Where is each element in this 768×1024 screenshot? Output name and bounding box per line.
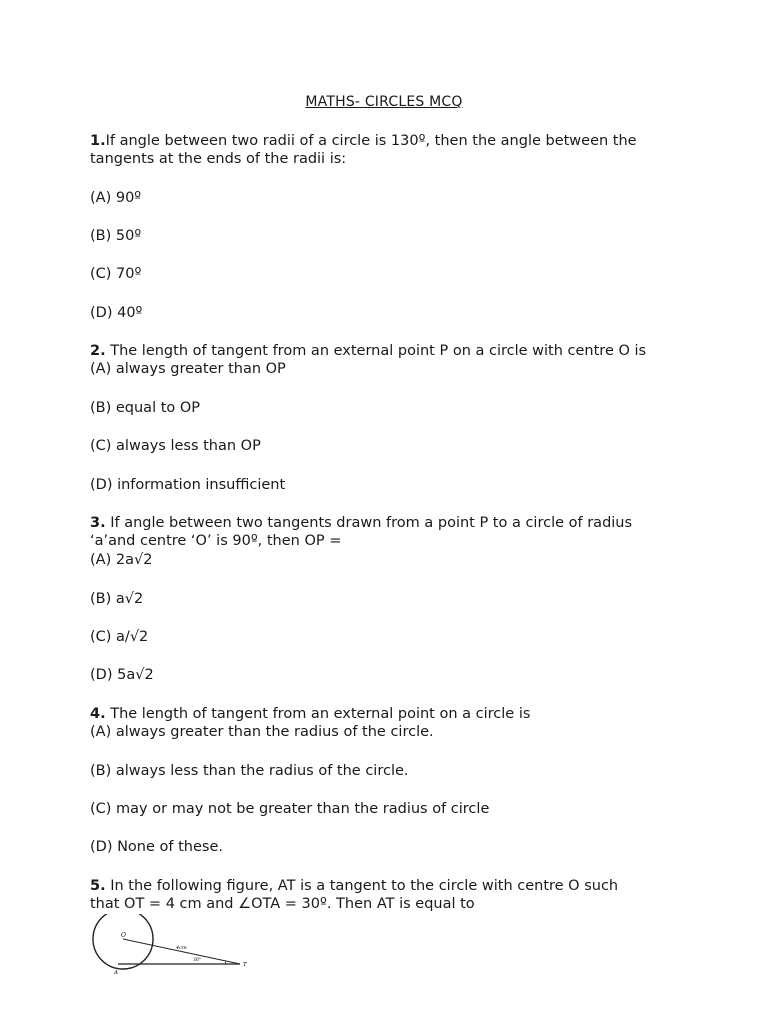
- question-3-option-c: (C) a/√2: [90, 629, 149, 645]
- question-2-option-d: (D) information insufficient: [90, 477, 286, 493]
- question-number: 4.: [90, 706, 106, 722]
- question-2-line-1: [90, 342, 646, 360]
- tangent-figure: [90, 914, 250, 978]
- question-4-option-c: (C) may or may not be greater than the radius of circle: [90, 801, 490, 817]
- question-text: In the following figure, AT is a tangent to the circle with centre O such: [105, 878, 619, 894]
- label-angle: 30°: [193, 958, 201, 963]
- question-number: 2.: [90, 343, 106, 359]
- page-title: MATHS- CIRCLES MCQ: [305, 94, 463, 110]
- question-3-option-a: (A) 2a√2: [90, 552, 153, 568]
- question-number: 1.: [90, 133, 106, 149]
- label-a: A: [114, 970, 118, 976]
- question-2-option-b: (B) equal to OP: [90, 400, 201, 416]
- angle-arc: [226, 961, 227, 964]
- question-text: The length of tangent from an external point P on a circle with centre O is: [105, 343, 647, 359]
- question-1-option-b: (B) 50º: [90, 228, 142, 244]
- question-3-option-b: (B) a√2: [90, 591, 144, 607]
- question-2-option-c: (C) always less than OP: [90, 438, 261, 454]
- question-5-line-1: [90, 877, 618, 895]
- question-3-option-d: (D) 5a√2: [90, 667, 154, 683]
- label-length: 4cm: [176, 945, 187, 951]
- label-t: T: [243, 962, 247, 968]
- question-number: 3.: [90, 515, 106, 531]
- question-1-line-2: tangents at the ends of the radii is:: [90, 151, 347, 167]
- question-4-option-b: (B) always less than the radius of the circle.: [90, 763, 409, 779]
- question-1-option-d: (D) 40º: [90, 305, 143, 321]
- line-ot: [123, 939, 240, 964]
- question-text: If angle between two radii of a circle is 130º, then the angle between the: [105, 133, 637, 149]
- question-1-line-1: [90, 132, 637, 150]
- question-4-option-d: (D) None of these.: [90, 839, 223, 855]
- question-3-line-1: [90, 514, 632, 532]
- question-2-option-a: (A) always greater than OP: [90, 361, 286, 377]
- circle-outline: [93, 914, 153, 969]
- question-3-line-2: ‘a’and centre ‘O’ is 90º, then OP =: [90, 533, 342, 549]
- question-1-option-a: (A) 90º: [90, 190, 142, 206]
- question-text: If angle between two tangents drawn from a point P to a circle of radius: [105, 515, 633, 531]
- question-4-option-a: (A) always greater than the radius of the circle.: [90, 724, 434, 740]
- question-number: 5.: [90, 878, 106, 894]
- question-4-line-1: [90, 705, 530, 723]
- question-1-option-c: (C) 70º: [90, 266, 142, 282]
- question-5-line-2: that OT = 4 cm and ∠OTA = 30º. Then AT is equal to: [90, 896, 475, 912]
- question-text: The length of tangent from an external point on a circle is: [105, 706, 531, 722]
- label-o: O: [121, 932, 126, 939]
